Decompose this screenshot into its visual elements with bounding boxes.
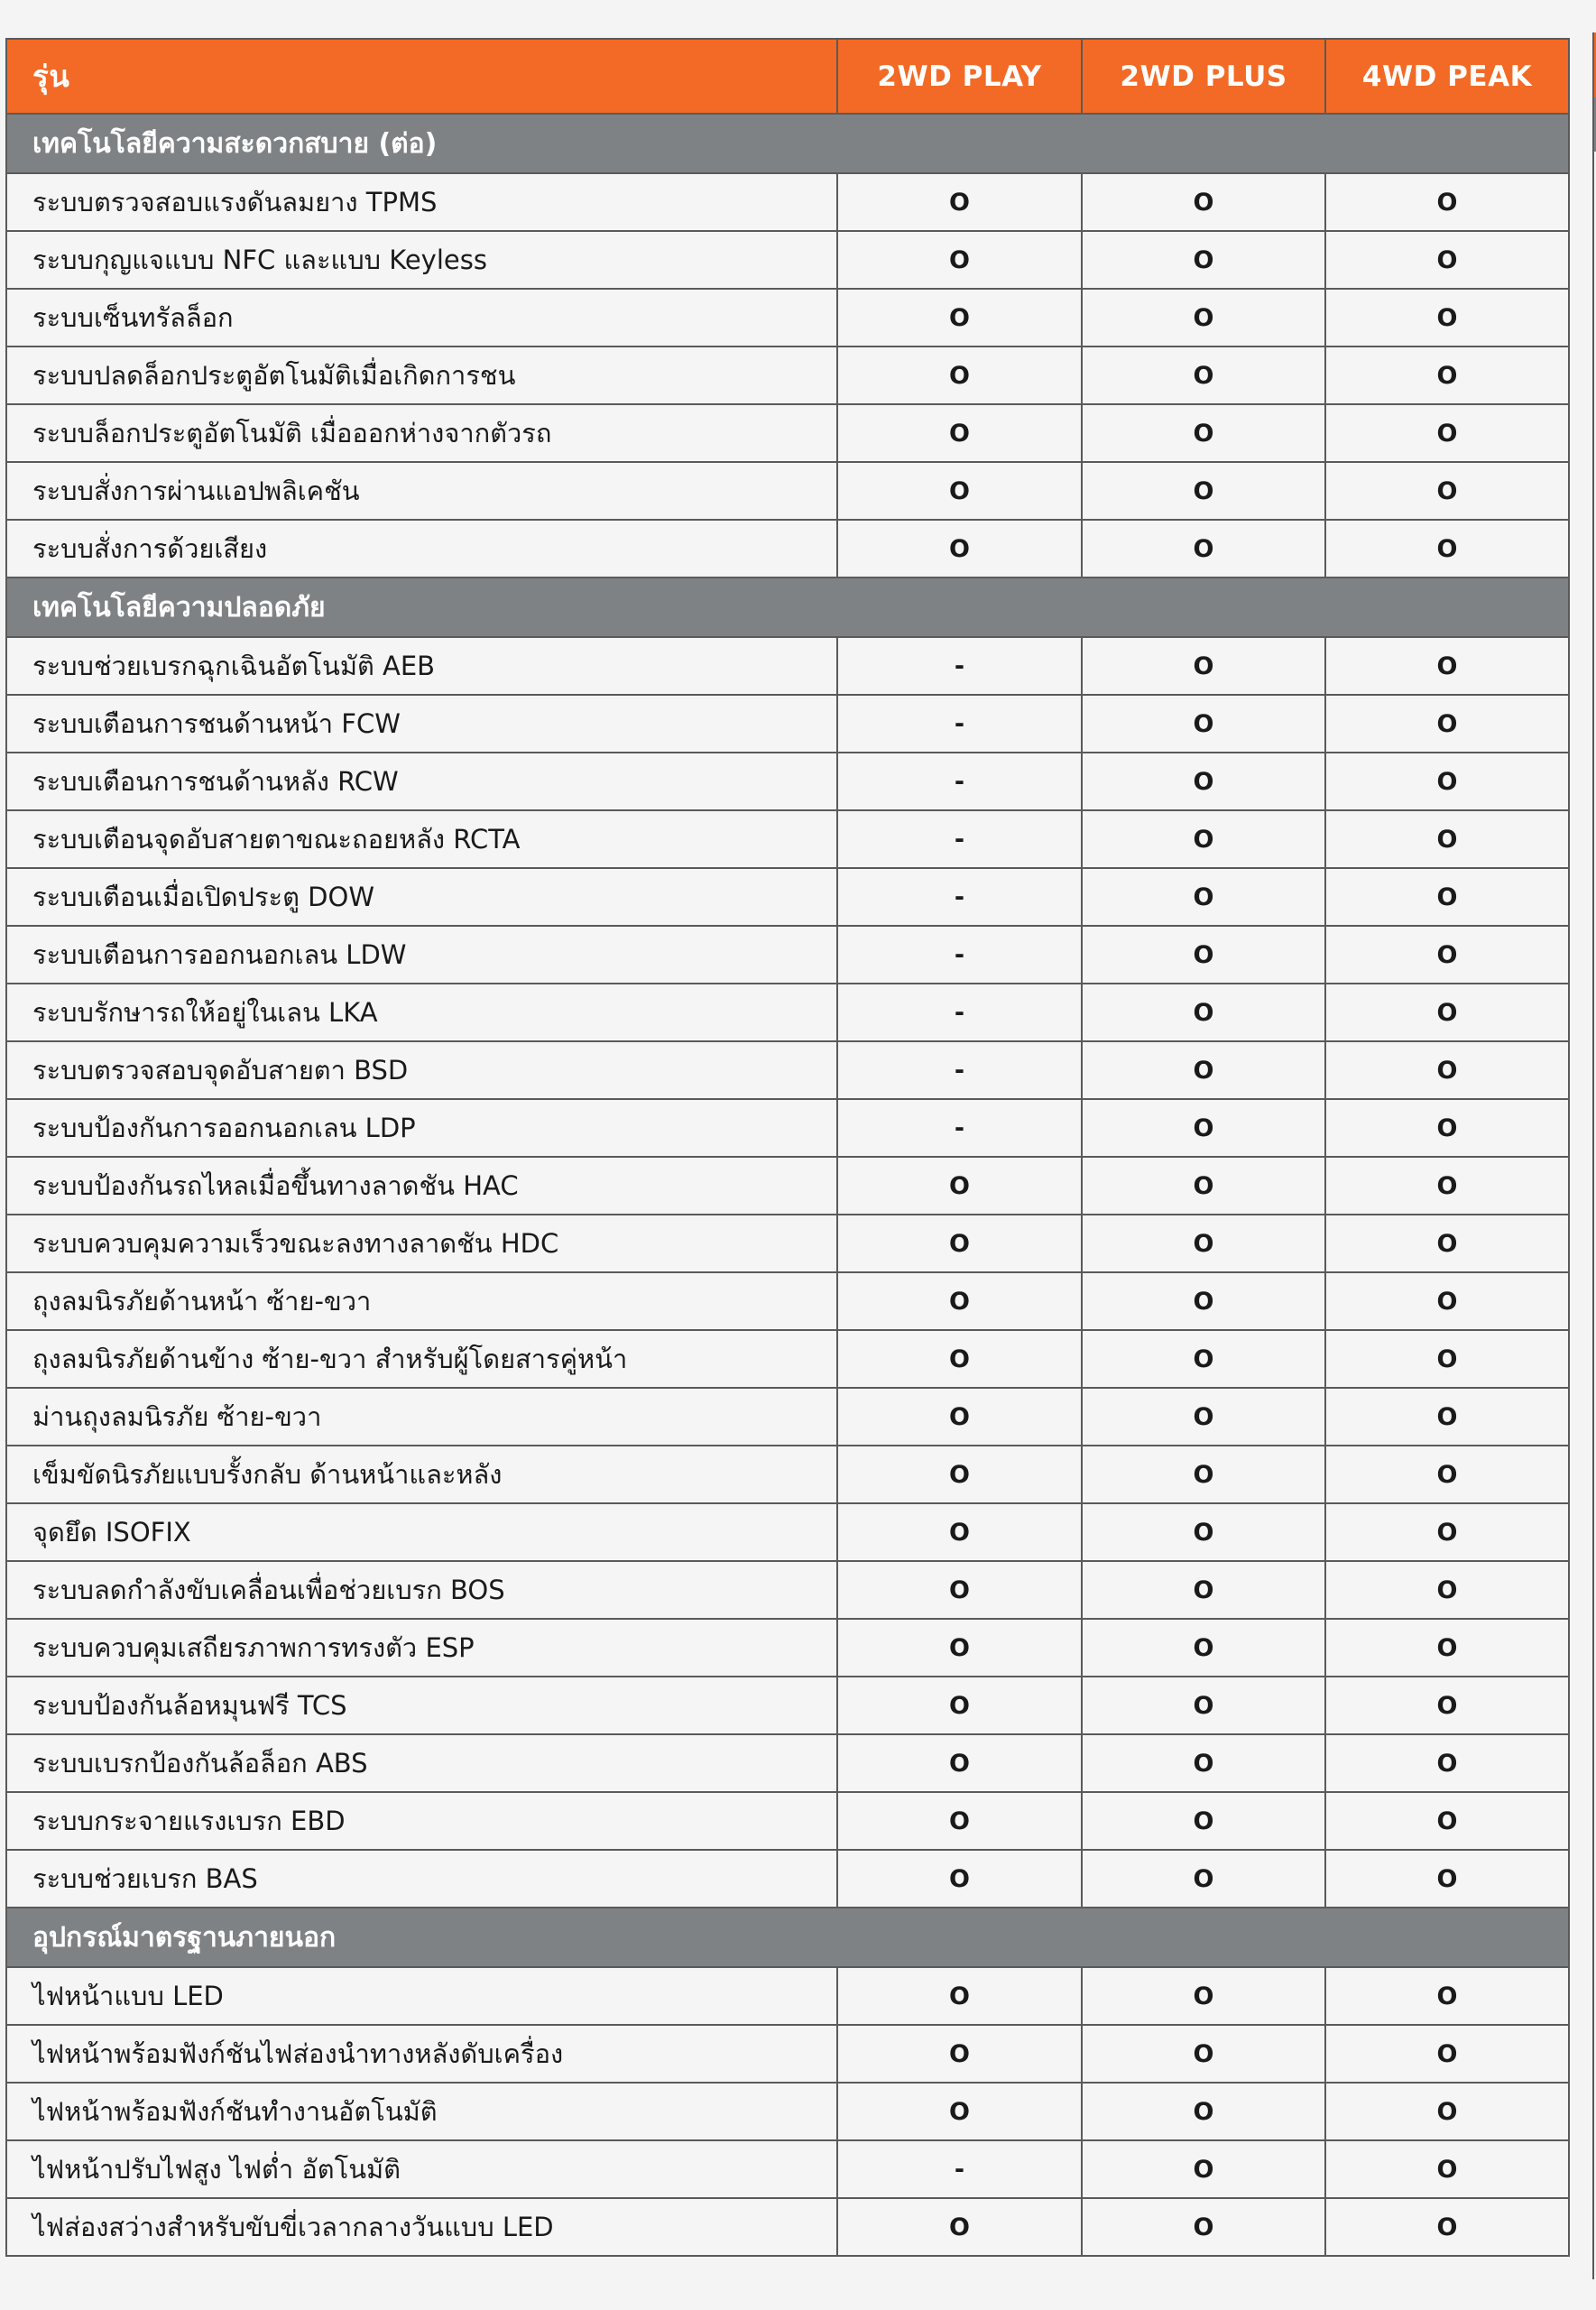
available-mark: O [1325, 984, 1569, 1041]
table-row [6, 1446, 1569, 1503]
feature-label: ระบบกระจายแรงเบรก EBD [6, 1792, 837, 1850]
not-available-mark: - [837, 810, 1082, 868]
feature-label: ไฟส่องสว่างสำหรับขับขี่เวลากลางวันแบบ LED [6, 2198, 837, 2256]
available-mark: O [1082, 1734, 1325, 1792]
feature-label: ระบบสั่งการด้วยเสียง [6, 520, 837, 578]
available-mark: O [837, 1446, 1082, 1503]
table-row [6, 1792, 1569, 1850]
available-mark: O [1082, 1561, 1325, 1619]
available-mark: O [1082, 984, 1325, 1041]
available-mark: O [1082, 404, 1325, 462]
available-mark: O [837, 1157, 1082, 1215]
available-mark: O [837, 1215, 1082, 1272]
available-mark: O [837, 520, 1082, 578]
available-mark: O [1325, 1619, 1569, 1677]
available-mark: O [1325, 462, 1569, 520]
table-row [6, 1388, 1569, 1446]
not-available-mark: - [837, 753, 1082, 810]
available-mark: O [837, 1850, 1082, 1908]
not-available-mark: - [837, 1041, 1082, 1099]
not-available-mark: - [837, 637, 1082, 695]
not-available-mark: - [837, 868, 1082, 926]
feature-label: ระบบป้องกันรถไหลเมื่อขึ้นทางลาดชัน HAC [6, 1157, 837, 1215]
feature-label: ถุงลมนิรภัยด้านข้าง ซ้าย-ขวา สำหรับผู้โดยสารคู่หน้า [6, 1330, 837, 1388]
table-header-row [6, 39, 1569, 114]
available-mark: O [1082, 1967, 1325, 2025]
feature-label: ระบบป้องกันการออกนอกเลน LDP [6, 1099, 837, 1157]
feature-label: ระบบเตือนจุดอับสายตาขณะถอยหลัง RCTA [6, 810, 837, 868]
table-row [6, 1099, 1569, 1157]
available-mark: O [1082, 173, 1325, 231]
table-row [6, 810, 1569, 868]
available-mark: O [837, 289, 1082, 346]
available-mark: O [1325, 1561, 1569, 1619]
model-column-header: รุ่น [6, 39, 837, 114]
available-mark: O [1325, 1792, 1569, 1850]
table-row [6, 2025, 1569, 2083]
available-mark: O [1082, 810, 1325, 868]
available-mark: O [1082, 1388, 1325, 1446]
section-header-row [6, 1908, 1569, 1967]
available-mark: O [837, 173, 1082, 231]
table-row [6, 231, 1569, 289]
available-mark: O [1325, 231, 1569, 289]
available-mark: O [1082, 1677, 1325, 1734]
available-mark: O [1082, 1330, 1325, 1388]
available-mark: O [1325, 173, 1569, 231]
available-mark: O [1082, 1792, 1325, 1850]
section-title: เทคโนโลยีความสะดวกสบาย (ต่อ) [6, 114, 1569, 173]
feature-label: ระบบรักษารถให้อยู่ในเลน LKA [6, 984, 837, 1041]
feature-label: ระบบเตือนเมื่อเปิดประตู DOW [6, 868, 837, 926]
table-row [6, 926, 1569, 984]
available-mark: O [1325, 753, 1569, 810]
feature-label: ระบบเตือนการชนด้านหลัง RCW [6, 753, 837, 810]
table-row [6, 346, 1569, 404]
available-mark: O [1325, 1446, 1569, 1503]
table-row [6, 1677, 1569, 1734]
available-mark: O [837, 2025, 1082, 2083]
table-row [6, 1215, 1569, 1272]
not-available-mark: - [837, 1099, 1082, 1157]
available-mark: O [1325, 1272, 1569, 1330]
table-row [6, 1157, 1569, 1215]
available-mark: O [1325, 1157, 1569, 1215]
available-mark: O [1325, 1677, 1569, 1734]
table-row [6, 1041, 1569, 1099]
table-row [6, 520, 1569, 578]
section-title: อุปกรณ์มาตรฐานภายนอก [6, 1908, 1569, 1967]
available-mark: O [1082, 231, 1325, 289]
available-mark: O [1325, 810, 1569, 868]
table-row [6, 2140, 1569, 2198]
table-row [6, 753, 1569, 810]
available-mark: O [837, 462, 1082, 520]
available-mark: O [837, 1503, 1082, 1561]
feature-label: ระบบเซ็นทรัลล็อก [6, 289, 837, 346]
available-mark: O [837, 231, 1082, 289]
available-mark: O [1325, 520, 1569, 578]
available-mark: O [1082, 695, 1325, 753]
table-row [6, 868, 1569, 926]
available-mark: O [837, 1388, 1082, 1446]
table-row [6, 1734, 1569, 1792]
feature-label: ระบบป้องกันล้อหมุนฟรี TCS [6, 1677, 837, 1734]
available-mark: O [837, 1967, 1082, 2025]
table-row [6, 695, 1569, 753]
table-row [6, 404, 1569, 462]
table-row [6, 2083, 1569, 2140]
feature-label: ถุงลมนิรภัยด้านหน้า ซ้าย-ขวา [6, 1272, 837, 1330]
available-mark: O [1325, 637, 1569, 695]
feature-label: ไฟหน้าแบบ LED [6, 1967, 837, 2025]
available-mark: O [1325, 289, 1569, 346]
table-body [6, 114, 1569, 2256]
available-mark: O [1325, 695, 1569, 753]
table-row [6, 1330, 1569, 1388]
feature-label: ระบบเตือนการชนด้านหน้า FCW [6, 695, 837, 753]
available-mark: O [837, 1792, 1082, 1850]
variant-header-4wd-peak: 4WD PEAK [1325, 39, 1569, 114]
available-mark: O [837, 346, 1082, 404]
available-mark: O [1082, 926, 1325, 984]
feature-label: ระบบสั่งการผ่านแอปพลิเคชัน [6, 462, 837, 520]
variant-header-2wd-plus: 2WD PLUS [1082, 39, 1325, 114]
feature-label: ระบบตรวจสอบจุดอับสายตา BSD [6, 1041, 837, 1099]
available-mark: O [1325, 2140, 1569, 2198]
available-mark: O [1082, 1041, 1325, 1099]
available-mark: O [1325, 1503, 1569, 1561]
available-mark: O [1325, 404, 1569, 462]
table-row [6, 1967, 1569, 2025]
available-mark: O [1325, 2198, 1569, 2256]
next-table-partial [1592, 32, 1596, 2279]
feature-label: ระบบช่วยเบรก BAS [6, 1850, 837, 1908]
available-mark: O [837, 1330, 1082, 1388]
available-mark: O [1082, 1272, 1325, 1330]
available-mark: O [1325, 1099, 1569, 1157]
table-row [6, 462, 1569, 520]
available-mark: O [1325, 2083, 1569, 2140]
feature-label: จุดยึด ISOFIX [6, 1503, 837, 1561]
available-mark: O [1082, 2140, 1325, 2198]
available-mark: O [1082, 1215, 1325, 1272]
available-mark: O [837, 1734, 1082, 1792]
available-mark: O [1082, 462, 1325, 520]
available-mark: O [837, 1619, 1082, 1677]
table-row [6, 984, 1569, 1041]
table-row [6, 173, 1569, 231]
available-mark: O [1325, 1850, 1569, 1908]
feature-label: ไฟหน้าพร้อมฟังก์ชันทำงานอัตโนมัติ [6, 2083, 837, 2140]
feature-label: เข็มขัดนิรภัยแบบรั้งกลับ ด้านหน้าและหลัง [6, 1446, 837, 1503]
table-row [6, 1561, 1569, 1619]
available-mark: O [1082, 520, 1325, 578]
available-mark: O [1082, 289, 1325, 346]
available-mark: O [1082, 1503, 1325, 1561]
available-mark: O [1325, 1215, 1569, 1272]
available-mark: O [1325, 926, 1569, 984]
feature-label: ระบบล็อกประตูอัตโนมัติ เมื่อออกห่างจากตัวรถ [6, 404, 837, 462]
available-mark: O [1082, 2025, 1325, 2083]
available-mark: O [1082, 1446, 1325, 1503]
available-mark: O [1082, 868, 1325, 926]
available-mark: O [1082, 1157, 1325, 1215]
available-mark: O [837, 1272, 1082, 1330]
available-mark: O [1082, 1099, 1325, 1157]
table-row [6, 1619, 1569, 1677]
table-row [6, 637, 1569, 695]
feature-label: ม่านถุงลมนิรภัย ซ้าย-ขวา [6, 1388, 837, 1446]
available-mark: O [1082, 1619, 1325, 1677]
available-mark: O [1082, 637, 1325, 695]
section-header-row [6, 114, 1569, 173]
available-mark: O [837, 2198, 1082, 2256]
feature-label: ระบบช่วยเบรกฉุกเฉินอัตโนมัติ AEB [6, 637, 837, 695]
section-header-row [6, 578, 1569, 637]
table-row [6, 1272, 1569, 1330]
available-mark: O [837, 2083, 1082, 2140]
feature-label: ไฟหน้าปรับไฟสูง ไฟต่ำ อัตโนมัติ [6, 2140, 837, 2198]
available-mark: O [1325, 1967, 1569, 2025]
available-mark: O [1082, 2083, 1325, 2140]
available-mark: O [1325, 346, 1569, 404]
table-row [6, 1850, 1569, 1908]
variant-header-2wd-play: 2WD PLAY [837, 39, 1082, 114]
available-mark: O [1082, 753, 1325, 810]
available-mark: O [1082, 2198, 1325, 2256]
feature-label: ระบบกุญแจแบบ NFC และแบบ Keyless [6, 231, 837, 289]
feature-label: ระบบปลดล็อกประตูอัตโนมัติเมื่อเกิดการชน [6, 346, 837, 404]
available-mark: O [837, 1677, 1082, 1734]
feature-label: ระบบลดกำลังขับเคลื่อนเพื่อช่วยเบรก BOS [6, 1561, 837, 1619]
table-row [6, 2198, 1569, 2256]
available-mark: O [1325, 868, 1569, 926]
not-available-mark: - [837, 2140, 1082, 2198]
available-mark: O [1325, 1734, 1569, 1792]
available-mark: O [1325, 1041, 1569, 1099]
not-available-mark: - [837, 695, 1082, 753]
not-available-mark: - [837, 926, 1082, 984]
feature-label: ไฟหน้าพร้อมฟังก์ชันไฟส่องนำทางหลังดับเครื่อง [6, 2025, 837, 2083]
available-mark: O [1082, 346, 1325, 404]
section-title: เทคโนโลยีความปลอดภัย [6, 578, 1569, 637]
available-mark: O [1082, 1850, 1325, 1908]
feature-label: ระบบเตือนการออกนอกเลน LDW [6, 926, 837, 984]
spec-comparison-table [5, 38, 1570, 2257]
feature-label: ระบบตรวจสอบแรงดันลมยาง TPMS [6, 173, 837, 231]
available-mark: O [837, 404, 1082, 462]
available-mark: O [1325, 1388, 1569, 1446]
table-row [6, 1503, 1569, 1561]
table-row [6, 289, 1569, 346]
available-mark: O [837, 1561, 1082, 1619]
feature-label: ระบบควบคุมเสถียรภาพการทรงตัว ESP [6, 1619, 837, 1677]
available-mark: O [1325, 2025, 1569, 2083]
feature-label: ระบบควบคุมความเร็วขณะลงทางลาดชัน HDC [6, 1215, 837, 1272]
available-mark: O [1325, 1330, 1569, 1388]
not-available-mark: - [837, 984, 1082, 1041]
feature-label: ระบบเบรกป้องกันล้อล็อก ABS [6, 1734, 837, 1792]
